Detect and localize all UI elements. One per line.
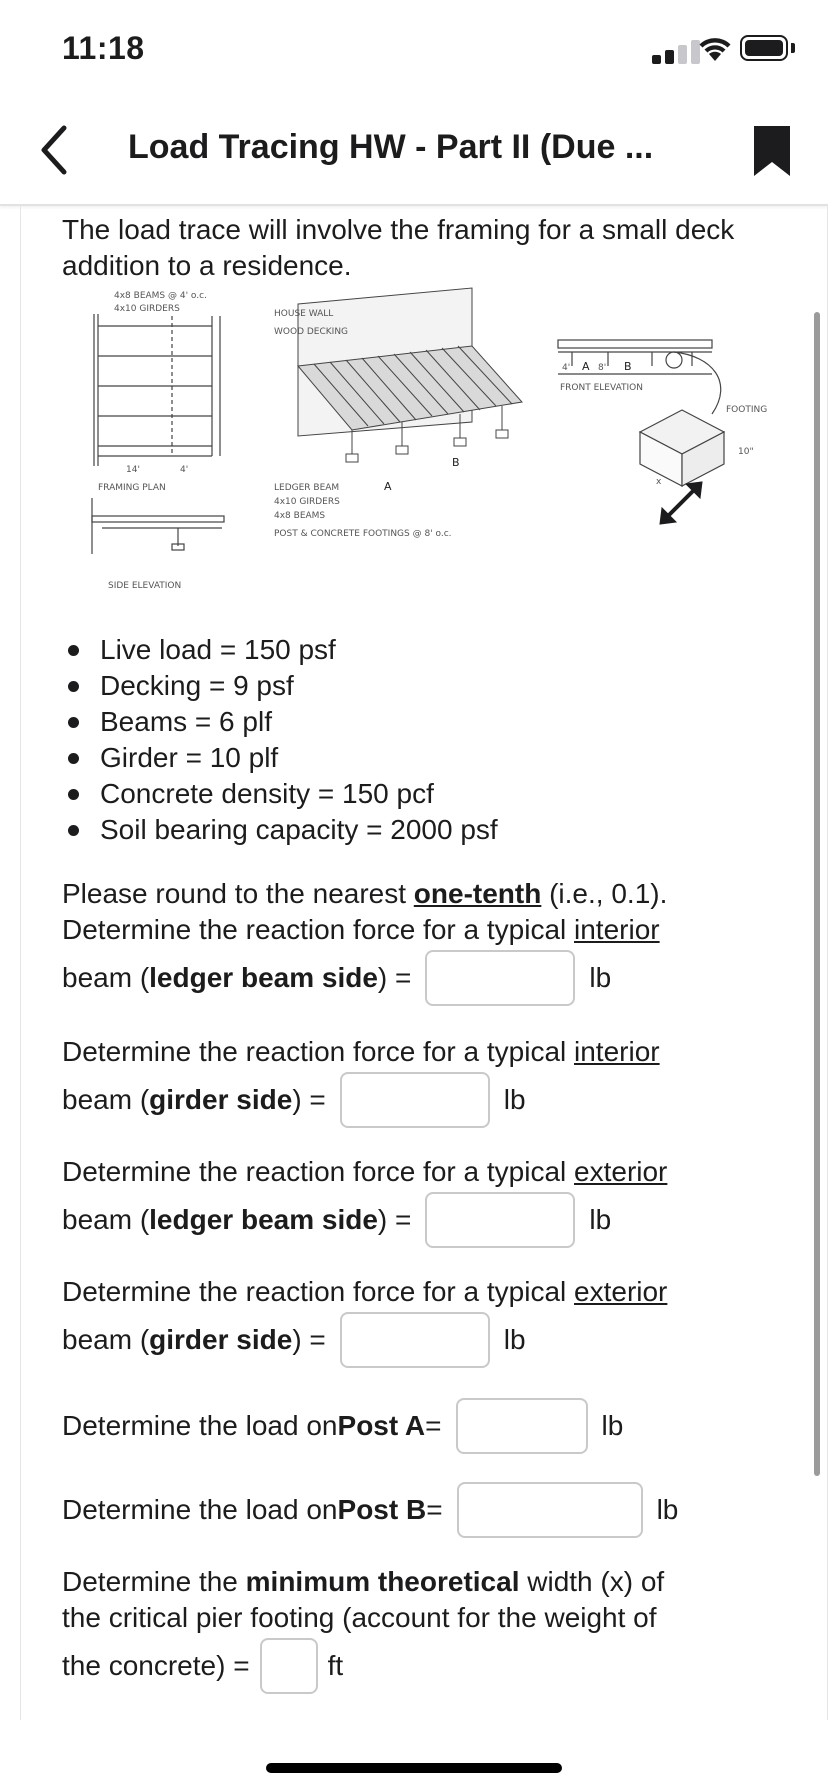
home-indicator[interactable] — [266, 1763, 562, 1773]
beams-note-label: 4x8 BEAMS @ 4' o.c. — [114, 291, 207, 301]
dim-4-label: 4' — [180, 465, 189, 475]
post-b-load-input[interactable] — [457, 1482, 643, 1538]
question-4: Determine the reaction force for a typical exterior beam ( girder side ) = lb — [62, 1274, 667, 1370]
front-post-a-label: A — [582, 360, 590, 373]
post-a-load-input[interactable] — [456, 1398, 588, 1454]
rounding-emphasis: one-tenth — [413, 878, 542, 909]
list-item: Girder = 10 plf — [62, 740, 498, 776]
side-elevation-drawing — [92, 498, 224, 554]
framing-plan-label: FRAMING PLAN — [98, 483, 166, 493]
unit-label: lb — [503, 1324, 526, 1355]
question-5: Determine the load on Post A = lb — [62, 1396, 623, 1456]
question-1: Please round to the nearest one-tenth (i.e., 0.1). Determine the reaction force for a typical interior beam ( ledger beam side ) = lb — [62, 876, 667, 1008]
intro-text: The load trace will involve the framing for a small deck addition to a residence. — [62, 214, 735, 281]
status-time: 11:18 — [62, 30, 145, 66]
side-elevation-label: SIDE ELEVATION — [108, 581, 182, 591]
question-3: Determine the reaction force for a typical exterior beam ( ledger beam side ) = lb — [62, 1154, 667, 1250]
front-post-b-label: B — [624, 360, 632, 373]
house-wall-label: HOUSE WALL — [274, 309, 334, 319]
deck-framing-diagram — [62, 286, 782, 608]
unit-label: lb — [656, 1494, 679, 1525]
unit-label: lb — [589, 962, 612, 993]
cellular-signal-icon — [652, 38, 704, 64]
question-7: Determine the minimum theoretical width (x) of the critical pier footing (account for the weight of the concrete) = ft — [62, 1564, 664, 1696]
post-footings-label: POST & CONCRETE FOOTINGS @ 8' o.c. — [274, 529, 452, 539]
battery-icon — [740, 35, 788, 61]
scrollbar[interactable] — [814, 312, 820, 1476]
footing-width-input[interactable] — [260, 1638, 318, 1694]
wifi-icon — [698, 36, 732, 62]
ledger-beam-label: LEDGER BEAM — [274, 483, 340, 493]
question-6: Determine the load on Post B = lb — [62, 1480, 678, 1540]
girders-4x10-label: 4x10 GIRDERS — [274, 497, 340, 507]
post-a-label: A — [384, 480, 392, 493]
exterior-girder-reaction-input[interactable] — [340, 1312, 490, 1368]
list-item: Decking = 9 psf — [62, 668, 498, 704]
rounding-instruction: Please round to the nearest one-tenth (i.e., 0.1). — [62, 878, 668, 909]
exterior-ledger-reaction-input[interactable] — [425, 1192, 575, 1248]
front-elevation-label: FRONT ELEVATION — [560, 383, 643, 393]
list-item: Live load = 150 psf — [62, 632, 498, 668]
front-dim-8-label: 8' — [598, 363, 607, 373]
back-chevron-icon[interactable] — [34, 122, 74, 178]
unit-label: lb — [589, 1204, 612, 1235]
unit-label: lb — [503, 1084, 526, 1115]
dim-14-label: 14' — [126, 465, 140, 475]
loads-list — [62, 632, 498, 848]
unit-label: lb — [601, 1410, 624, 1441]
footing-label: FOOTING — [726, 405, 768, 415]
front-dim-4-left-label: 4' — [562, 363, 571, 373]
framing-plan-drawing — [94, 314, 220, 466]
list-item: Soil bearing capacity = 2000 psf — [62, 812, 498, 848]
beams-4x8-label: 4x8 BEAMS — [274, 511, 326, 521]
footing-width-x-label: x — [656, 477, 662, 487]
interior-ledger-reaction-input[interactable] — [425, 950, 575, 1006]
footing-cube-drawing — [640, 352, 724, 486]
wood-decking-label: WOOD DECKING — [274, 327, 349, 337]
status-bar — [0, 0, 828, 100]
bookmark-icon[interactable] — [752, 124, 792, 178]
question-2: Determine the reaction force for a typical interior beam ( girder side ) = lb — [62, 1034, 660, 1130]
list-item: Beams = 6 plf — [62, 704, 498, 740]
girders-note-label: 4x10 GIRDERS — [114, 304, 180, 314]
navigation-bar — [0, 100, 828, 206]
list-item: Concrete density = 150 pcf — [62, 776, 498, 812]
post-b-label: B — [452, 456, 460, 469]
unit-label: ft — [327, 1650, 344, 1681]
footing-depth-label: 10" — [738, 447, 754, 457]
expand-diagram-icon[interactable] — [660, 482, 702, 524]
battery-tip — [791, 43, 795, 53]
interior-girder-reaction-input[interactable] — [340, 1072, 490, 1128]
page-title: Load Tracing HW - Part II (Due ... — [128, 128, 654, 166]
